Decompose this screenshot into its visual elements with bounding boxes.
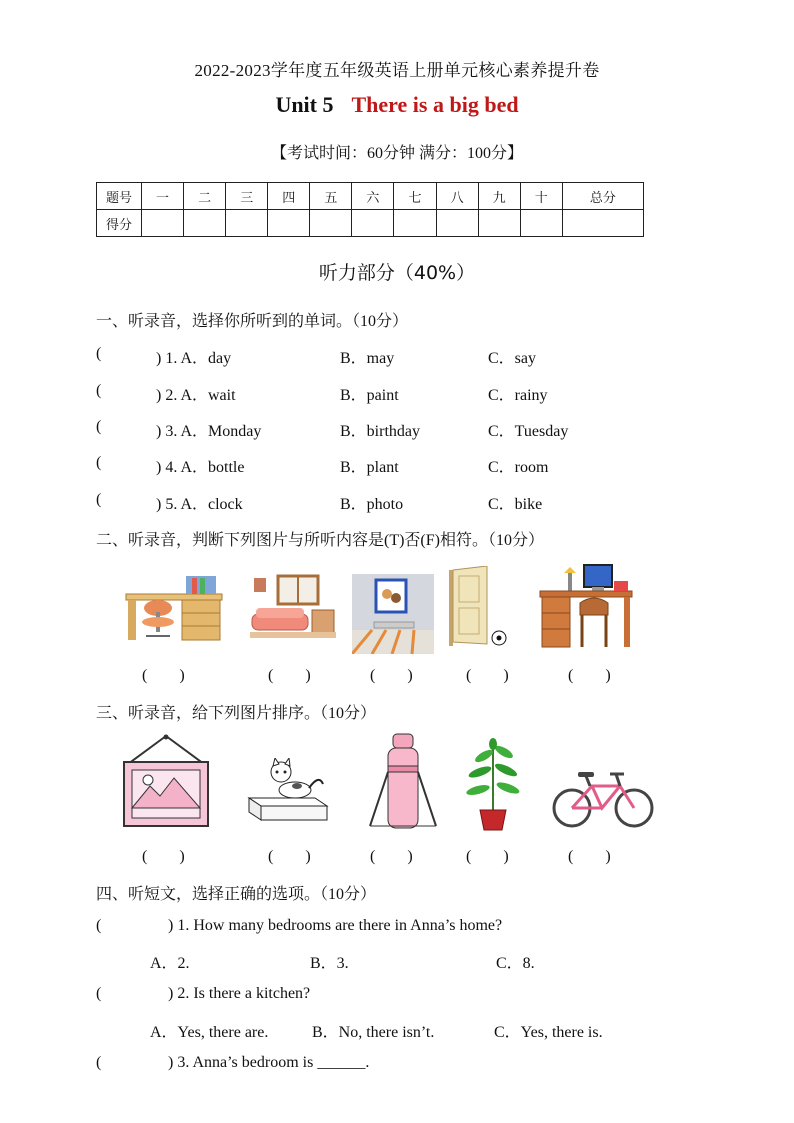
score-cell: 总分 <box>562 183 643 210</box>
question-option-a: ) 5. A．clock <box>156 496 243 513</box>
question-option-b: B．birthday <box>340 423 420 440</box>
bike-image <box>550 764 656 830</box>
score-cell: 九 <box>478 183 520 210</box>
question-row[interactable] <box>96 418 736 440</box>
score-input-cell[interactable] <box>520 210 562 237</box>
score-input-cell[interactable] <box>352 210 394 237</box>
score-input-cell[interactable] <box>310 210 352 237</box>
score-cell: 五 <box>310 183 352 210</box>
exam-info: 【考试时间：60分钟 满分：100分】 <box>270 145 523 162</box>
unit-name: There is a big bed <box>351 92 519 117</box>
option-a[interactable]: A．2. <box>150 955 190 972</box>
potted-plant-image <box>464 738 522 832</box>
hanging-picture-image <box>118 734 214 830</box>
open-door-picture <box>447 566 509 648</box>
answer-blank[interactable]: ( ) <box>370 667 413 684</box>
answer-blank[interactable]: ( ) <box>142 667 185 684</box>
option-row <box>96 950 736 972</box>
answer-paren[interactable]: ( <box>96 917 102 934</box>
option-c[interactable]: C．8. <box>496 955 535 972</box>
score-cell: 得分 <box>97 210 142 237</box>
question-option-c: C．Tuesday <box>488 423 569 440</box>
cat-on-box-image <box>245 758 331 824</box>
section4-title: 四、听短文，选择正确的选项。（10分） <box>96 886 377 903</box>
score-cell: 六 <box>352 183 394 210</box>
option-b[interactable]: B．3. <box>310 955 349 972</box>
question-option-c: C．bike <box>488 496 543 513</box>
question-option-c: C．rainy <box>488 387 548 404</box>
score-input-cell[interactable] <box>184 210 226 237</box>
answer-paren[interactable]: ( <box>96 985 102 1002</box>
unit-label: Unit 5 <box>275 92 334 117</box>
section2-title: 二、听录音，判断下列图片与所听内容是(T)否(F)相符。（10分） <box>96 532 544 549</box>
score-input-cell[interactable] <box>394 210 436 237</box>
score-input-cell[interactable] <box>268 210 310 237</box>
answer-blank[interactable]: ( ) <box>268 848 311 865</box>
score-cell: 三 <box>226 183 268 210</box>
score-input-cell[interactable] <box>478 210 520 237</box>
exam-title: 2022-2023学年度五年级英语上册单元核心素养提升卷 <box>194 61 600 80</box>
score-input-cell[interactable] <box>142 210 184 237</box>
listening-title: 听力部分（40%） <box>318 262 476 284</box>
question-row[interactable] <box>96 454 736 476</box>
answer-blank[interactable]: ( ) <box>370 848 413 865</box>
answer-paren[interactable]: ( <box>96 382 102 399</box>
score-cell: 十 <box>520 183 562 210</box>
question-option-a: ) 4. A．bottle <box>156 459 245 476</box>
question-option-a: ) 2. A．wait <box>156 387 236 404</box>
section1-title: 一、听录音，选择你所听到的单词。（10分） <box>96 313 409 330</box>
desk-chair-picture <box>122 572 224 644</box>
score-cell: 七 <box>394 183 436 210</box>
question-row[interactable] <box>96 491 736 513</box>
option-row <box>96 1019 736 1041</box>
answer-paren[interactable]: ( <box>96 1054 102 1071</box>
question-row[interactable] <box>96 382 736 404</box>
section3-title: 三、听录音，给下列图片排序。（10分） <box>96 705 377 722</box>
score-cell: 一 <box>142 183 184 210</box>
unit-title <box>0 92 794 118</box>
question-stem: ) 3. Anna’s bedroom is ______. <box>168 1054 370 1071</box>
answer-paren[interactable]: ( <box>96 491 102 508</box>
option-c[interactable]: C．Yes, there is. <box>494 1024 603 1041</box>
answer-paren[interactable]: ( <box>96 454 102 471</box>
question-row[interactable] <box>96 917 736 939</box>
question-row[interactable] <box>96 345 736 367</box>
answer-blank[interactable]: ( ) <box>142 848 185 865</box>
question-option-b: B．photo <box>340 496 404 513</box>
score-cell: 八 <box>436 183 478 210</box>
question-stem: ) 1. How many bedrooms are there in Anna’s home? <box>168 917 503 934</box>
score-input-cell[interactable] <box>562 210 643 237</box>
score-input-cell[interactable] <box>226 210 268 237</box>
computer-desk-picture <box>538 563 634 651</box>
answer-paren[interactable]: ( <box>96 345 102 362</box>
answer-blank[interactable]: ( ) <box>568 667 611 684</box>
answer-blank[interactable]: ( ) <box>268 667 311 684</box>
score-cell: 题号 <box>97 183 142 210</box>
score-input-cell[interactable] <box>436 210 478 237</box>
living-room-picture <box>248 574 338 642</box>
score-cell: 二 <box>184 183 226 210</box>
question-option-a: ) 1. A．day <box>156 350 232 367</box>
photo-room-picture <box>352 574 434 654</box>
answer-paren[interactable]: ( <box>96 418 102 435</box>
answer-blank[interactable]: ( ) <box>466 848 509 865</box>
question-option-b: B．may <box>340 350 395 367</box>
question-option-b: B．plant <box>340 459 399 476</box>
question-option-c: C．say <box>488 350 537 367</box>
question-row[interactable] <box>96 1054 736 1076</box>
question-stem: ) 2. Is there a kitchen? <box>168 985 311 1002</box>
question-option-a: ) 3. A．Monday <box>156 423 262 440</box>
score-cell: 四 <box>268 183 310 210</box>
option-a[interactable]: A．Yes, there are. <box>150 1024 269 1041</box>
question-option-c: C．room <box>488 459 549 476</box>
score-table-header-row <box>97 183 644 210</box>
question-row[interactable] <box>96 985 736 1007</box>
score-table <box>96 182 644 237</box>
answer-blank[interactable]: ( ) <box>466 667 509 684</box>
option-b[interactable]: B．No, there isn’t. <box>312 1024 435 1041</box>
water-bottle-image <box>366 732 440 832</box>
score-table-score-row <box>97 210 644 237</box>
answer-blank[interactable]: ( ) <box>568 848 611 865</box>
question-option-b: B．paint <box>340 387 399 404</box>
